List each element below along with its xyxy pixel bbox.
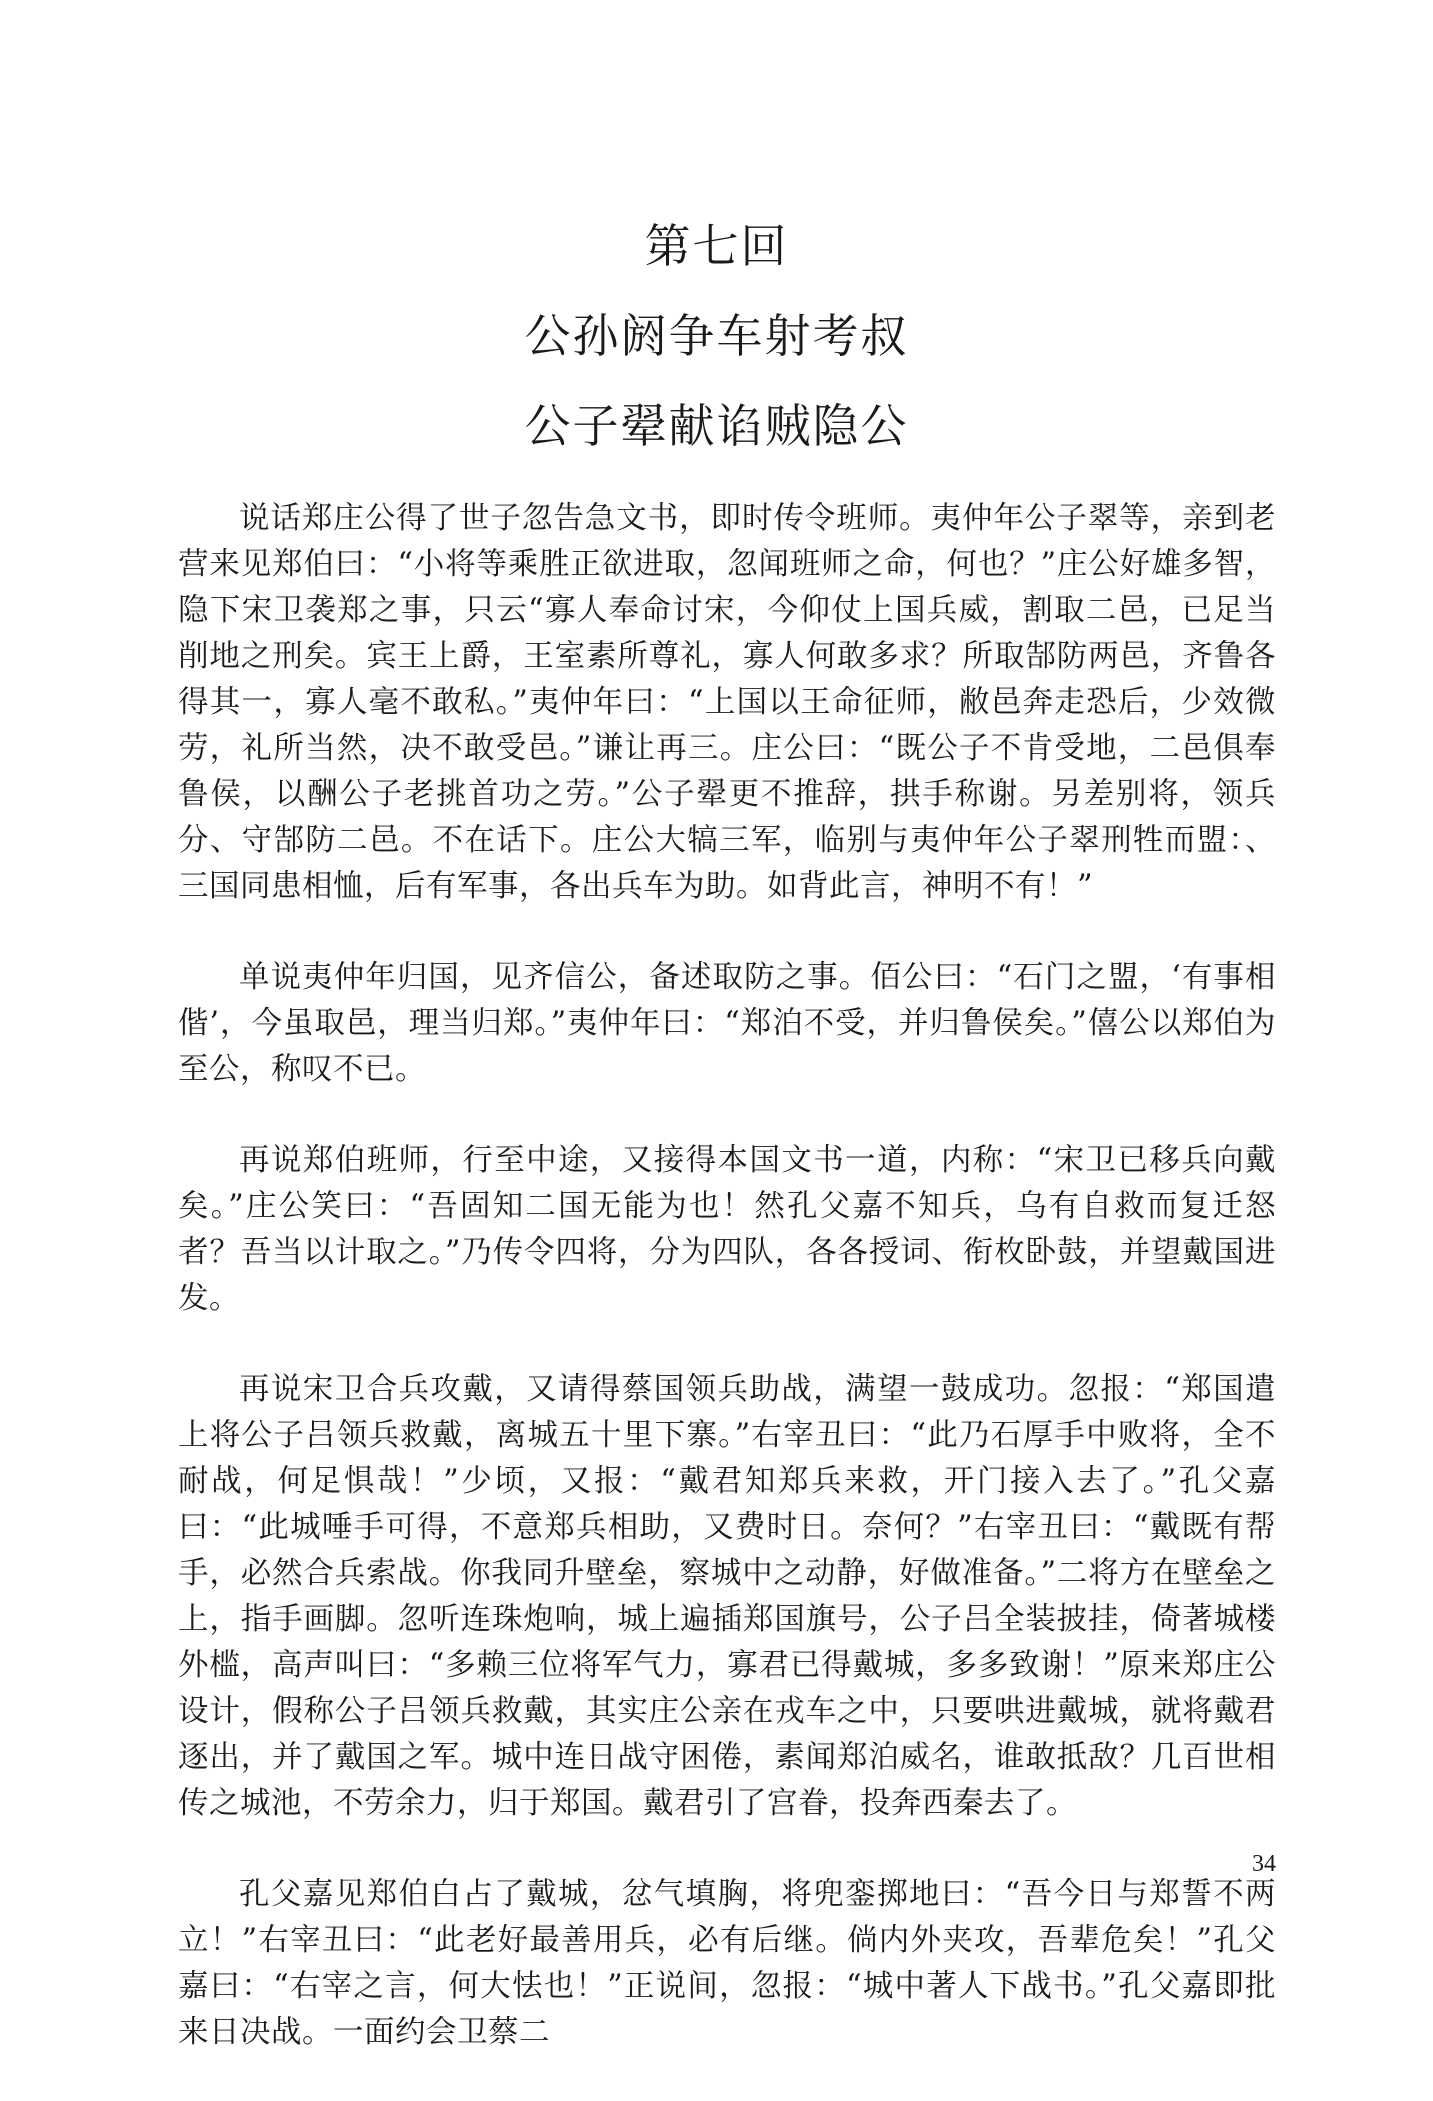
paragraph: 再说郑伯班师，行至中途，又接得本国文书一道，内称：“宋卫已移兵向戴矣。”庄公笑曰：“吾固知二国无能为也！然孔父嘉不知兵，乌有自救而复迁怒者？吾当以计取之。”乃传令四将，分为四队，各各授词、衔枚卧鼓，并望戴国进发。: [178, 1143, 1276, 1316]
body-text: [178, 496, 1276, 2101]
paragraph: 单说夷仲年归国，见齐信公，备述取防之事。佰公曰：“石门之盟，‘有事相偕’，今虽取邑，理当归郑。”夷仲年曰：“郑泊不受，并归鲁侯矣。”僖公以郑伯为至公，称叹不已。: [178, 960, 1276, 1087]
paragraph: 孔父嘉见郑伯白占了戴城，忿气填胸，将兜銮掷地曰：“吾今日与郑誓不两立！”右宰丑曰：“此老好最善用兵，必有后继。倘内外夹攻，吾辈危矣！”孔父嘉曰：“右宰之言，何大怯也！”正说间，忽报：“城中著人下战书。”孔父嘉即批来日决战。一面约会卫蔡二: [178, 1877, 1276, 2050]
chapter-title-line-1: 公孙阏争车射考叔: [524, 309, 909, 363]
chapter-number: 第七回: [644, 219, 789, 273]
chapter-title-line-2: 公子翚献谄贼隐公: [524, 399, 909, 453]
paragraph: 再说宋卫合兵攻戴，又请得蔡国领兵助战，满望一鼓成功。忽报：“郑国遣上将公子吕领兵救戴，离城五十里下寨。”右宰丑曰：“此乃石厚手中败将，全不耐战，何足惧哉！”少顷，又报：“戴君知郑兵来救，开门接入去了。”孔父嘉曰：“此城唾手可得，不意郑兵相助，又费时日。奈何？”右宰丑曰：“戴既有帮手，必然合兵索战。你我同升壁垒，察城中之动静，好做准备。”二将方在壁垒之上，指手画脚。忽听连珠炮响，城上遍插郑国旗号，公子吕全装披挂，倚著城楼外槛，高声叫曰：“多赖三位将军气力，寡君已得戴城，多多致谢！”原来郑庄公设计，假称公子吕领兵救戴，其实庄公亲在戎车之中，只要哄进戴城，就将戴君逐出，并了戴国之军。城中连日战守困倦，素闻郑泊威名，谁敢抵敌？几百世相传之城池，不劳余力，归于郑国。戴君引了宫眷，投奔西秦去了。: [178, 1372, 1276, 1821]
page-number: 34: [1252, 1851, 1276, 1877]
paragraph: 说话郑庄公得了世子忽告急文书，即时传令班师。夷仲年公子翠等，亲到老营来见郑伯曰：“小将等乘胜正欲进取，忽闻班师之命，何也？”庄公好雄多智，隐下宋卫袭郑之事，只云“寡人奉命讨宋，今仰仗上国兵威，割取二邑，已足当削地之刑矣。宾王上爵，王室素所尊礼，寡人何敢多求？所取郜防两邑，齐鲁各得其一，寡人毫不敢私。”夷仲年曰：“上国以王命征师，敝邑奔走恐后，少效微劳，礼所当然，决不敢受邑。”谦让再三。庄公曰：“既公子不肯受地，二邑俱奉鲁侯，以酬公子老挑首功之劳。”公子翚更不推辞，拱手称谢。另差别将，领兵分、守郜防二邑。不在话下。庄公大犒三军，临别与夷仲年公子翠刑牲而盟：、三国同患相恤，后有军事，各出兵车为助。如背此言，神明不有！”: [178, 501, 1276, 904]
